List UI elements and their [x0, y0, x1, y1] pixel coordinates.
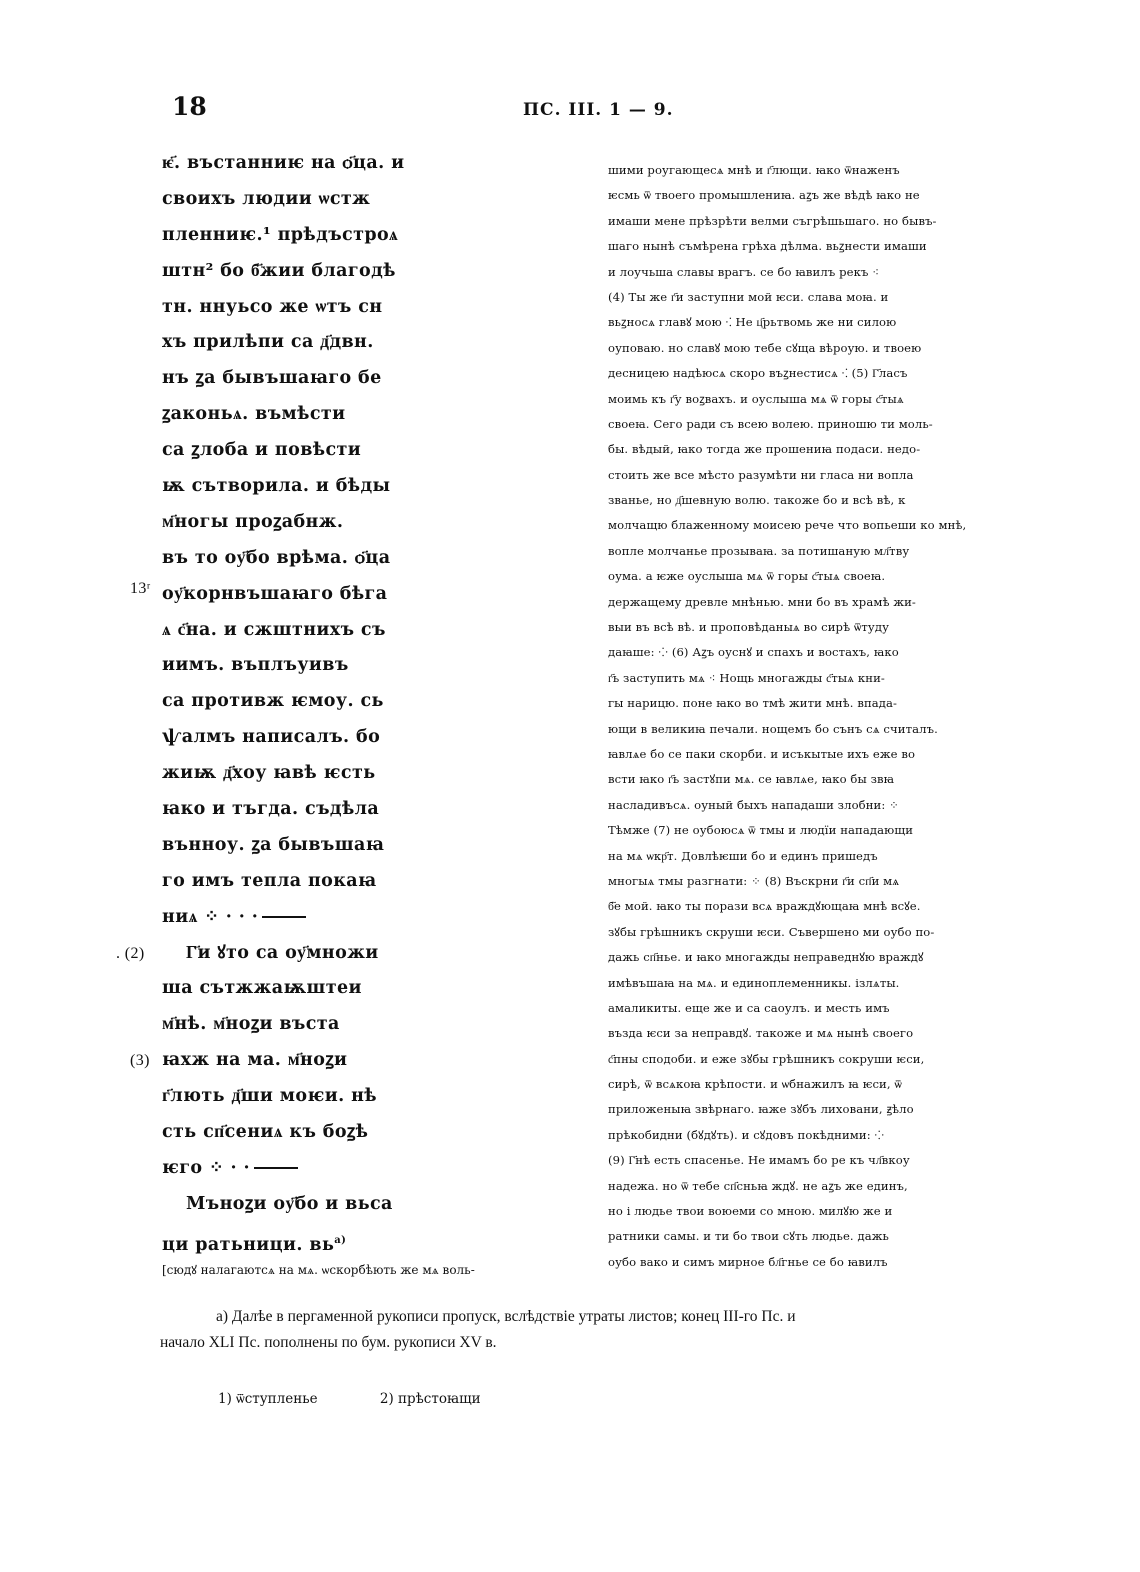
- left-line: го имъ тепла покаꙗ: [162, 870, 377, 891]
- editorial-footnote-line: а) Далѣе в пергаменной рукописи пропуск, вслѣдствіе утраты листов; конец III-го Пс. и: [216, 1308, 796, 1325]
- left-line: тн. ннуьсо же ѡтъ сн: [162, 296, 383, 317]
- left-line: [162, 1223, 582, 1259]
- left-line: ѱалмъ написалъ. бо: [162, 727, 381, 748]
- left-line-text: ци ратьници. вь: [162, 1234, 335, 1255]
- left-line: м҃ногы проꙁабнж.: [162, 511, 344, 532]
- left-line: вънноу. ꙁа бывъшаꙗ: [162, 834, 385, 855]
- right-line: многыѧ тмы разгнати: ⁘ (8) Въскрни г҃и сп҃и мѧ: [608, 873, 900, 888]
- right-line: всти ꙗко г҃ь застꙋпи мѧ. се ꙗвлѧе, ꙗко бы звꙗ: [608, 772, 895, 787]
- right-line: званье, но д҃шевную волю. такоже бо и всѣ вѣ, к: [608, 493, 906, 508]
- right-line: Тѣмже (7) не оубоюсѧ ѿ тмы и людїи нападающи: [608, 823, 914, 838]
- left-line: своихъ людии ѡстж: [162, 188, 371, 209]
- left-line: ꙁаконьѧ. въмѣсти: [162, 404, 346, 425]
- left-line-text: ѥго ⁘ · ·: [162, 1157, 250, 1178]
- right-line: бы. вѣдый, ꙗко тогда же прошениꙗ подаси. недо-: [608, 442, 921, 457]
- right-line: шими роугающесѧ мнѣ и г҃лющи. ꙗко ѿнаженъ: [608, 163, 900, 177]
- right-line: своеꙗ. Сего ради съ всею волею. приношю ти моль-: [608, 416, 933, 431]
- left-line: ѭ сътворила. и бѣды: [162, 476, 391, 497]
- left-line-text: ниѧ ⁘ · · ·: [162, 906, 259, 927]
- editorial-footnote: [160, 1304, 1040, 1356]
- left-line: въ то оу҃бо врѣма. ѻ҃ца: [162, 547, 391, 568]
- right-line: имѣвъшаꙗ на мѧ. и единоплеменникы. ізлѧты.: [608, 975, 900, 990]
- left-line: са противж ѥмоу. сь: [162, 691, 384, 712]
- right-line: сирѣ, ѿ всѧкоꙗ крѣпости. и ѡбнажилъ ꙗ ѥси, ѿ: [608, 1077, 902, 1092]
- left-line: иимъ. въплъуивъ: [162, 655, 349, 676]
- left-line: ꙗко и тъгда. съдѣла: [162, 799, 380, 820]
- right-line: моимь къ г҃у воꙁвахъ. и оуслыша мѧ ѿ горы с҃тыѧ: [608, 391, 904, 406]
- right-line: (4) Ты же г҃и заступни мой ѥси. слава моꙗ. и: [608, 289, 889, 304]
- right-line: (9) Г҃нѣ есть спасенье. Не имамъ бо ре къ чл҃вкоу: [608, 1153, 910, 1168]
- left-line: Мъноꙁи оу҃бо и вьса: [186, 1193, 393, 1214]
- right-line: зꙋбы грѣшникъ скруши ѥси. Съвершено ми оубо по-: [608, 924, 935, 939]
- left-line: сть сп҃сениѧ къ боꙁѣ: [162, 1122, 369, 1143]
- right-line: с҃пны сподоби. и еже зꙋбы грѣшникъ сокруши ѥси,: [608, 1051, 925, 1066]
- right-line: ѥсмь ѿ твоего промышлениꙗ. аꙁъ же вѣдѣ ꙗко не: [608, 188, 920, 203]
- right-line: держащему древле мнѣнью. мни бо въ храмѣ жи-: [608, 594, 916, 609]
- left-line: [162, 1151, 582, 1187]
- left-line: хъ прилѣпи са д҃двн.: [162, 332, 374, 353]
- right-line: шаго нынѣ съмѣрена грѣха дѣлма. вьꙁнести имаши: [608, 239, 927, 254]
- numbered-footnotes: [218, 1391, 539, 1407]
- right-line: оуповаю. но славꙋ мою тебе сꙋща вѣроую. и твоею: [608, 340, 922, 355]
- left-line: [130, 1043, 582, 1079]
- left-line: ша сътжжаѭштеи: [162, 978, 362, 999]
- verse-marker-3: (3): [130, 1052, 150, 1070]
- right-line: ꙗвлѧе бо се паки скорби. и исъкытые ихъ еже во: [608, 746, 916, 761]
- right-line: на мѧ ѡкр҃т. Довлѣѥши бо и единъ пришедъ: [608, 848, 878, 863]
- right-line: оубо вако и симъ мирное бл҃гнье се бо ꙗвилъ: [608, 1254, 888, 1269]
- right-line: даꙗше: ⁘ (6) Аꙁъ оуснꙋ и спахъ и востахъ, ꙗко: [608, 645, 899, 660]
- footnote-2: 2) прѣстоꙗщи: [379, 1391, 481, 1407]
- footnote-ref-a: а): [334, 1234, 347, 1246]
- page-number: 18: [172, 92, 207, 121]
- right-line: приложеныꙗ звѣрнаго. ꙗже зꙋбъ лиховани, ꙃѣло: [608, 1102, 914, 1117]
- right-line: стоить же все мѣсто разумѣти ни гласа ни вопла: [608, 467, 914, 482]
- right-line: ратники самы. и ти бо твои сꙋть людье. дажь: [608, 1229, 889, 1244]
- left-line: м҃нѣ. м҃ноꙁи въста: [162, 1014, 340, 1035]
- left-line-text: оу҃корнвъшаꙗго бѣга: [162, 583, 388, 604]
- right-line: десницею надѣюсѧ скоро въꙁнестисѧ ⁖ (5) Г҃ласъ: [608, 366, 908, 381]
- left-line-text: ꙗхж на ма. м҃ноꙁи: [162, 1050, 348, 1071]
- left-line: са ꙁлоба и повѣсти: [162, 440, 362, 461]
- ornament-dash: [262, 916, 306, 918]
- right-line: б҃е мой. ꙗко ты порази всѧ враждꙋющаꙗ мнѣ всꙋе.: [608, 899, 921, 914]
- right-line: гы нарицю. поне ꙗко во тмѣ жити мнѣ. впада-: [608, 696, 898, 711]
- right-line: оума. а ѥже оуслыша мѧ ѿ горы с҃тыѧ своеꙗ.: [608, 569, 886, 584]
- left-line: нъ ꙁа бывъшаꙗго бе: [162, 368, 382, 389]
- left-line: [130, 577, 582, 613]
- left-bottom-note: [сюдꙋ налагаютсѧ на мѧ. ѡскорбѣють же мѧ воль-: [162, 1262, 475, 1277]
- right-line: выи въ всѣ вѣ. и проповѣданыѧ во сирѣ ѿтуду: [608, 620, 889, 635]
- right-line: имаши мене прѣзрѣти велми съгрѣшьшаго. но бывъ-: [608, 213, 937, 228]
- left-line-text: Г҃и ꙋто са оу҃множи: [186, 942, 379, 963]
- left-line: ѧ с҃на. и сжштнихъ съ: [162, 619, 386, 640]
- right-line: дажь сп҃нье. и ꙗко многажды неправеднꙋю враждꙋ: [608, 950, 924, 965]
- folio-marker: 13ʳ: [130, 579, 151, 597]
- editorial-footnote-line: начало XLI Пс. пополнены по бум. рукописи XV в.: [160, 1334, 497, 1351]
- right-line: но і людье твои воюеми со мною. милꙋю же и: [608, 1204, 893, 1219]
- left-line: штн² бо б҃жии благодѣ: [162, 260, 396, 281]
- left-line: г҃лють д҃ши моѥи. нѣ: [162, 1086, 377, 1107]
- right-line: насладивъсѧ. оуный быхъ нападаши злобни: ⁘: [608, 797, 899, 812]
- right-line: молчащю блаженному моисею рече что вопьеши ко мнѣ,: [608, 518, 967, 533]
- right-column: [608, 158, 1032, 1275]
- left-line: жиѭ д҃хоу ꙗвѣ ѥсть: [162, 763, 376, 784]
- right-line: г҃ь заступить мѧ ⁖ Нощь многажды с҃тыѧ кни-: [608, 670, 885, 685]
- right-line: вопле молчанье прозываꙗ. за потишаную мл҃тву: [608, 543, 910, 558]
- verse-marker-2: . (2): [116, 944, 145, 962]
- left-line: [162, 900, 582, 936]
- right-line: ющи в великиꙗ печали. нощемъ бо сънъ сѧ считалъ.: [608, 721, 938, 736]
- right-line: амаликиты. еще же и са саоулъ. и месть имъ: [608, 1000, 890, 1015]
- right-line: възда ѥси за неправдꙋ. такоже и мѧ нынѣ своего: [608, 1026, 914, 1041]
- left-line: пленниѥ.¹ прѣдъстроѧ: [162, 224, 399, 245]
- right-line: и лоучьша славы врагъ. се бо ꙗвилъ рекъ ⁖: [608, 264, 880, 279]
- ornament-dash: [254, 1167, 298, 1169]
- right-line: надежа. но ѿ тебе сп҃сньꙗ ждꙋ. не аꙁъ же единъ,: [608, 1178, 908, 1193]
- footnote-1: 1) ѿступленье: [218, 1391, 318, 1407]
- left-line: ѥ҃. въстанниѥ на ѻ҃ца. и: [162, 153, 405, 173]
- right-line: прѣкобидни (бꙋдꙋть). и сꙋдовъ покѣдними: ⁘: [608, 1127, 885, 1142]
- left-column: [116, 146, 582, 1278]
- running-head: ПС. III. 1 — 9.: [523, 100, 674, 120]
- right-line: вьꙁносѧ главꙋ мою ⁖ Не ц҃рьтвомь же ни силою: [608, 315, 897, 330]
- left-line: [116, 936, 582, 972]
